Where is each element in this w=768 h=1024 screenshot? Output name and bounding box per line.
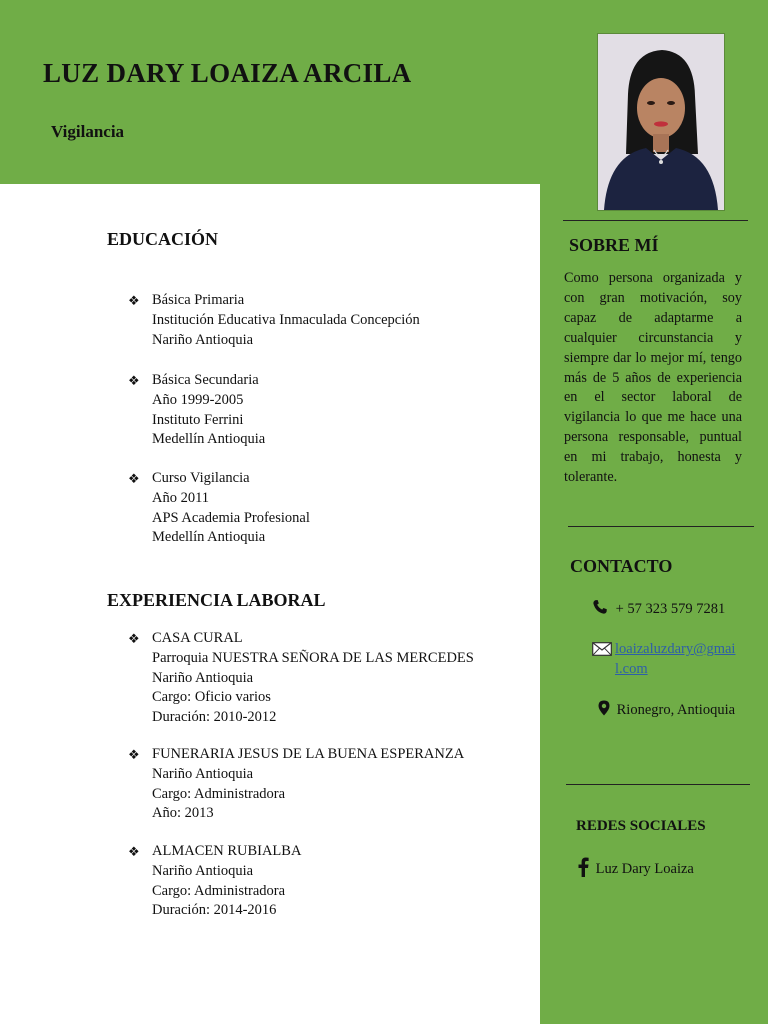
diamond-bullet-icon: ❖ xyxy=(128,471,140,486)
contact-email xyxy=(592,639,612,662)
candidate-role: Vigilancia xyxy=(51,122,125,141)
diamond-bullet-icon: ❖ xyxy=(128,373,140,388)
education-list xyxy=(128,291,420,350)
diamond-bullet-icon: ❖ xyxy=(128,747,140,762)
education-list-2 xyxy=(128,371,265,450)
list-item: ❖ ALMACEN RUBIALBA Nariño Antioquia Cargo: Administradora Duración: 2014-2016 xyxy=(128,843,302,919)
contact-phone: + 57 323 579 7281 xyxy=(592,599,725,621)
list-item: ❖ Básica Secundaria Año 1999-2005 Instituto Ferrini Medellín Antioquia xyxy=(128,372,266,448)
list-item: ❖ Curso Vigilancia Año 2011 APS Academia Profesional Medellín Antioquia xyxy=(128,470,310,546)
candidate-name: LUZ DARY LOAIZA ARCILA xyxy=(43,58,412,88)
email-link-line2[interactable]: l.com xyxy=(615,661,648,677)
divider xyxy=(566,784,750,785)
divider xyxy=(563,220,748,221)
location-pin-icon xyxy=(598,700,610,722)
experience-list-2 xyxy=(128,745,464,824)
diamond-bullet-icon: ❖ xyxy=(128,631,140,646)
experience-list xyxy=(128,629,474,728)
experience-list-3 xyxy=(128,842,301,921)
about-text: Como persona organizada y con gran motivación, soy capaz de adaptarme a cualquier circunstancia y siempre dar lo mejor mí, tengo más de 5 años de experiencia en el sector laboral de vigilancia lo que me hace una persona responsable, puntual en mi trabajo, honesta y tolerante. xyxy=(564,270,742,486)
education-title: EDUCACIÓN xyxy=(107,229,219,249)
email-link-line1[interactable]: loaizaluzdary@gmai xyxy=(615,641,736,657)
diamond-bullet-icon: ❖ xyxy=(128,844,140,859)
contact-location: Rionegro, Antioquia xyxy=(598,700,735,722)
list-item: ❖ CASA CURAL Parroquia NUESTRA SEÑORA DE LAS MERCEDES Nariño Antioquia Cargo: Oficio varios Duración: 2010-2012 xyxy=(128,630,474,726)
divider xyxy=(568,526,754,527)
education-list-3 xyxy=(128,469,310,548)
diamond-bullet-icon: ❖ xyxy=(128,293,140,308)
envelope-icon xyxy=(592,642,612,662)
about-title: SOBRE MÍ xyxy=(569,235,659,255)
phone-icon xyxy=(592,599,608,621)
social-facebook[interactable]: Luz Dary Loaiza xyxy=(578,857,694,883)
social-title: REDES SOCIALES xyxy=(576,818,706,834)
facebook-icon xyxy=(578,857,589,883)
list-item: ❖ FUNERARIA JESUS DE LA BUENA ESPERANZA Nariño Antioquia Cargo: Administradora Año: 2013 xyxy=(128,746,465,822)
profile-photo xyxy=(597,33,725,211)
contact-title: CONTACTO xyxy=(570,556,673,576)
list-item: ❖ Básica Primaria Institución Educativa Inmaculada Concepción Nariño Antioquia xyxy=(128,292,420,348)
experience-title: EXPERIENCIA LABORAL xyxy=(107,590,326,610)
